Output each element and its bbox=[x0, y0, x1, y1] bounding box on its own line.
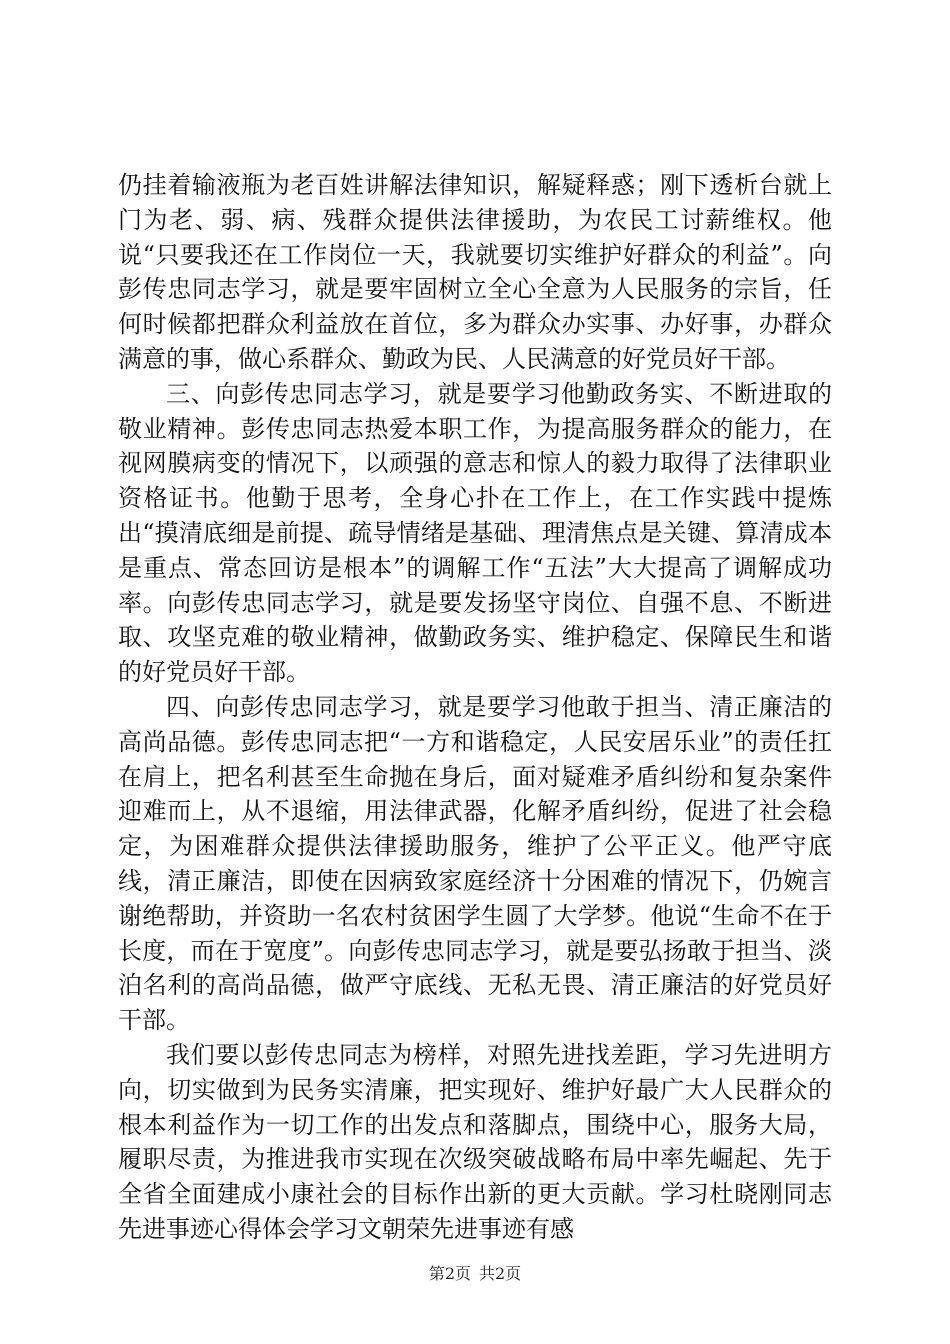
page-footer bbox=[0, 1264, 950, 1284]
page-number: 第2页 bbox=[428, 1264, 471, 1283]
paragraph-continued: 仍挂着输液瓶为老百姓讲解法律知识，解疑释惑；刚下透析台就上门为老、弱、病、残群众提供法律援助，为农民工讨薪维权。他说“只要我还在工作岗位一天，我就要切实维护好群众的利益”。向彭传忠同志学习，就是要牢固树立全心全意为人民服务的宗旨，任何时候都把群众利益放在首位，多为群众办实事、办好事，办群众满意的事，做心系群众、勤政为民、人民满意的好党员好干部。 bbox=[118, 171, 832, 373]
document-body bbox=[118, 168, 832, 1247]
paragraph-conclusion: 我们要以彭传忠同志为榜样，对照先进找差距，学习先进明方向，切实做到为民务实清廉，把实现好、维护好最广大人民群众的根本利益作为一切工作的出发点和落脚点，围绕中心，服务大局，履职尽责，为推进我市实现在次级突破战略布局中率先崛起、先于全省全面建成小康社会的目标作出新的更大贡献。学习杜晓刚同志先进事迹心得体会学习文朝荣先进事迹有感 bbox=[118, 1040, 832, 1243]
page-total: 共2页 bbox=[479, 1264, 522, 1283]
paragraph-point-four: 四、向彭传忠同志学习，就是要学习他敢于担当、清正廉洁的高尚品德。彭传忠同志把“一方和谐稳定，人民安居乐业”的责任扛在肩上，把名利甚至生命抛在身后，面对疑难矛盾纠纷和复杂案件迎难而上，从不退缩，用法律武器，化解矛盾纠纷，促进了社会稳定，为困难群众提供法律援助服务，维护了公平正义。他严守底线，清正廉洁，即使在因病致家庭经济十分困难的情况下，仍婉言谢绝帮助，并资助一名农村贫困学生圆了大学梦。他说“生命不在于长度，而在于宽度”。向彭传忠同志学习，就是要弘扬敢于担当、淡泊名利的高尚品德，做严守底线、无私无畏、清正廉洁的好党员好干部。 bbox=[118, 692, 832, 1035]
paragraph-point-three: 三、向彭传忠同志学习，就是要学习他勤政务实、不断进取的敬业精神。彭传忠同志热爱本职工作，为提高服务群众的能力，在视网膜病变的情况下，以顽强的意志和惊人的毅力取得了法律职业资格证书。他勤于思考，全身心扑在工作上，在工作实践中提炼出“摸清底细是前提、疏导情绪是基础、理清焦点是关键、算清成本是重点、常态回访是根本”的调解工作“五法”大大提高了调解成功率。向彭传忠同志学习，就是要发扬坚守岗位、自强不息、不断进取、攻坚克难的敬业精神，做勤政务实、维护稳定、保障民生和谐的好党员好干部。 bbox=[118, 379, 832, 687]
